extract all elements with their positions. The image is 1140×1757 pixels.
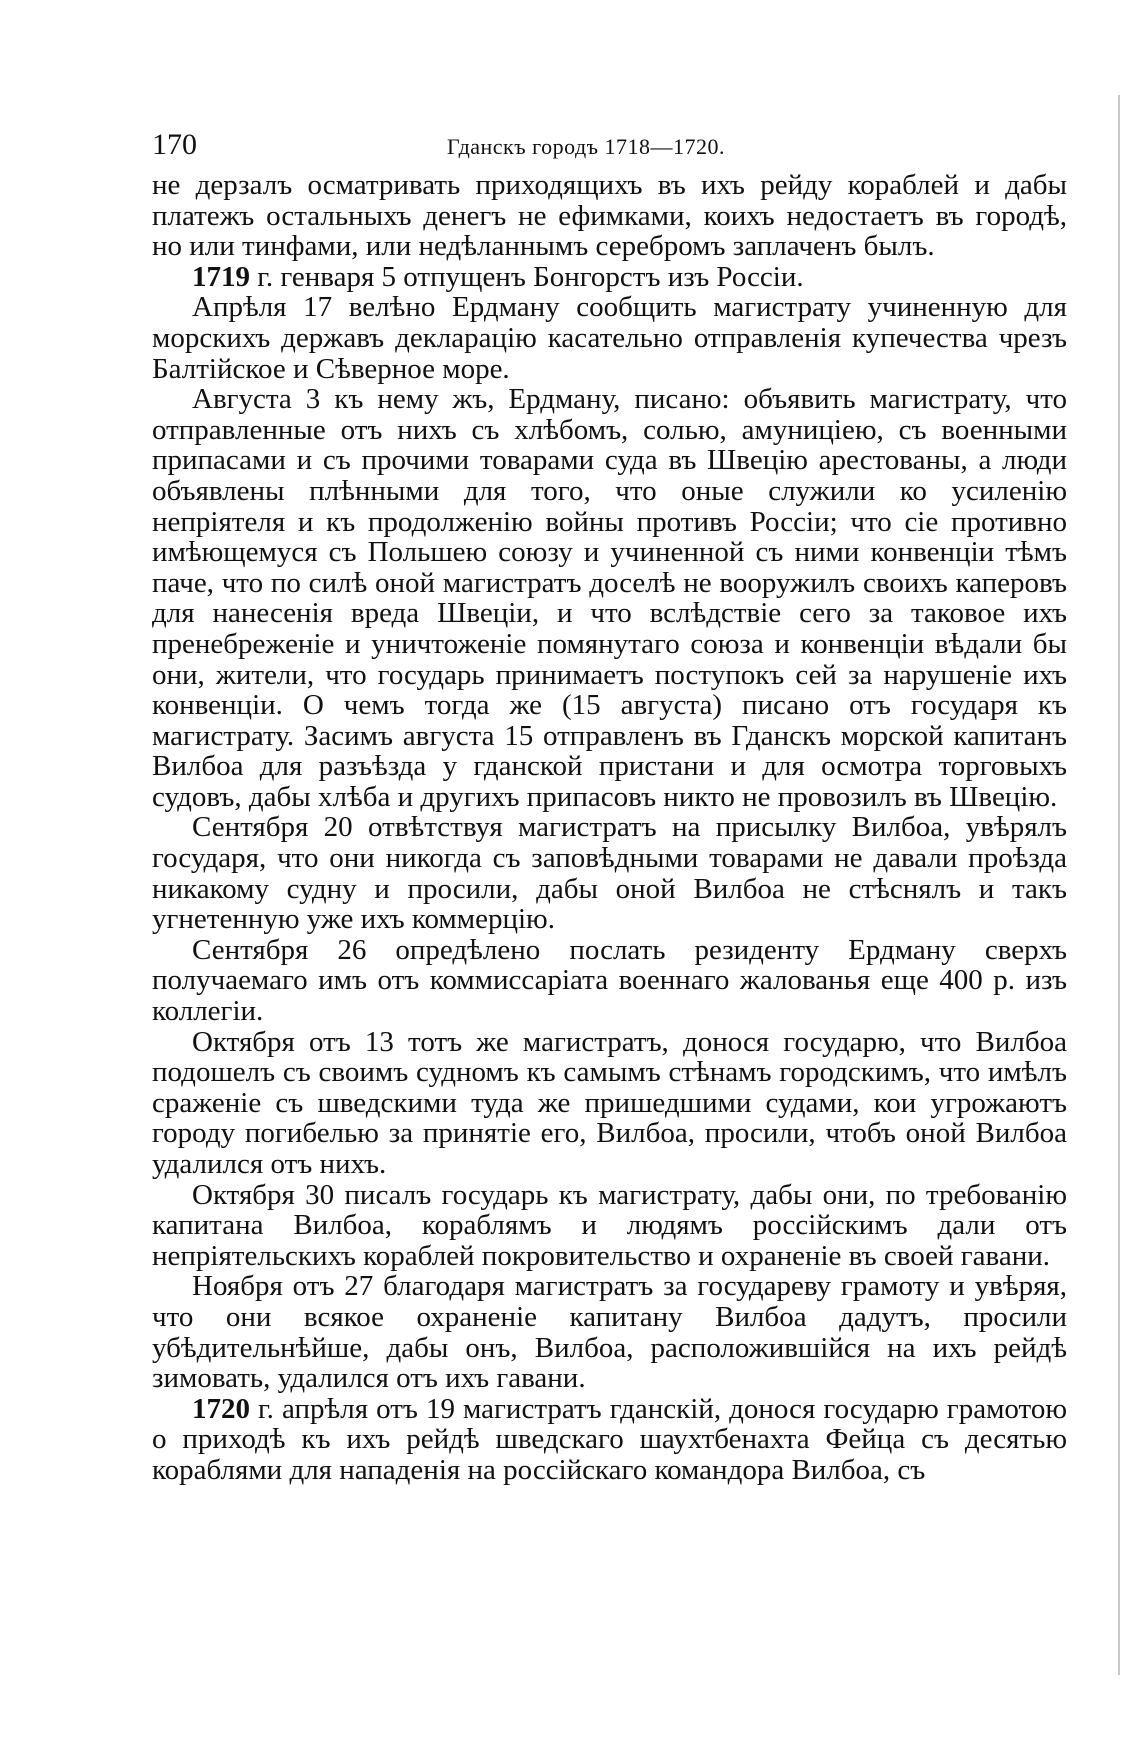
paragraph-text: г. апрѣля отъ 19 магистратъ гданскій, донося государю грамотою о приходѣ къ ихъ рейдѣ шведскаго шаухтбенахта Фейца съ десятью кораблями для нападенія на россійскаго командора Вилбоа, съ (152, 1392, 1067, 1486)
paragraph-10 (152, 1394, 1067, 1486)
paragraph-text: Сентября 26 опредѣлено послать резиденту Ердману сверхъ получаемаго имъ отъ коммиссаріата военнаго жалованья еще 400 р. изъ коллегіи. (152, 933, 1067, 1028)
year-lead: 1720 (192, 1392, 250, 1425)
paragraph-text: Октября 30 писалъ государь къ магистрату, дабы они, по требованію капитана Вилбоа, кораблямъ и людямъ россійскимъ дали отъ непріятельскихъ кораблей покровительство и охраненіе въ своей гавани. (152, 1178, 1067, 1272)
paragraph-9 (152, 1271, 1067, 1393)
paragraph-1 (152, 170, 1067, 262)
paragraph-6 (152, 935, 1067, 1027)
paragraph-text: Августа 3 къ нему жъ, Ердману, писано: объявить магистрату, что отправленные отъ нихъ съ хлѣбомъ, солью, амуниціею, съ военными припасами и съ прочими товарами суда въ Швецію арестованы, а люди объявлены плѣнными для того, что оные служили ко усиленію непріятеля и къ продолженію войны противъ Россіи; что сіе противно имѣющемуся съ Польшею союзу и учиненной съ ними конвенціи тѣмъ паче, что по силѣ оной магистратъ доселѣ не вооружилъ своихъ каперовъ для нанесенія вреда Швеціи, и что вслѣдствіе сего за таковое ихъ пренебреженіе и уничтоженіе помянутаго союза и конвенціи вѣдали бы они, жители, что государь принимаетъ поступокъ сей за нарушеніе ихъ конвенціи. О чемъ тогда же (15 августа) писано отъ государя къ магистрату. Засимъ августа 15 отправленъ въ Гданскъ морской капитанъ Вилбоа для разъѣзда у гданской пристани и для осмотра торговыхъ судовъ, дабы хлѣба и другихъ припасовъ никто не провозилъ въ Швецію. (152, 383, 1067, 813)
paragraph-5 (152, 812, 1067, 934)
paragraph-text: Сентября 20 отвѣтствуя магистратъ на присылку Вилбоа, увѣрялъ государя, что они никогда съ заповѣдными товарами не давали проѣзда никакому судну и просили, дабы оной Вилбоа не стѣснялъ и такъ угнетенную уже ихъ коммерцію. (152, 811, 1067, 936)
paragraph-text: не дерзалъ осматривать приходящихъ въ ихъ рейду кораблей и дабы платежъ остальныхъ денегъ не ефимками, коихъ недостаетъ въ городѣ, но или тинфами, или недѣланнымъ серебромъ заплаченъ былъ. (152, 169, 1067, 263)
paragraph-text: Апрѣля 17 велѣно Ердману сообщить магистрату учиненную для морскихъ державъ декларацію касательно отправленія купечества чрезъ Балтійское и Сѣверное море. (152, 291, 1067, 385)
page-edge-line (1118, 95, 1120, 1675)
paragraph-8 (152, 1180, 1067, 1272)
paragraph-text: г. генваря 5 отпущенъ Бонгорстъ изъ Россіи. (250, 260, 804, 293)
paragraph-text: Октября отъ 13 тотъ же магистратъ, донося государю, что Вилбоа подошелъ съ своимъ судномъ къ самымъ стѣнамъ городскимъ, что имѣлъ сраженіе съ шведскими туда же пришедшими судами, кои угрожаютъ городу погибелью за принятіе его, Вилбоа, просили, чтобъ оной Вилбоа удалился отъ нихъ. (152, 1025, 1067, 1180)
body-text (152, 170, 1067, 1486)
paragraph-7 (152, 1027, 1067, 1180)
paragraph-text: Ноября отъ 27 благодаря магистратъ за государеву грамоту и увѣряя, что они всякое охраненіе капитану Вилбоа дадутъ, просили убѣдительнѣйше, дабы онъ, Вилбоа, расположившійся на ихъ рейдѣ зимовать, удалился отъ ихъ гавани. (152, 1270, 1067, 1395)
paragraph-2 (152, 262, 1067, 293)
page-number: 170 (152, 128, 197, 161)
paragraph-4 (152, 384, 1067, 812)
document-page (152, 128, 1067, 1486)
running-title: Гданскъ городъ 1718—1720. (447, 134, 726, 159)
running-head (152, 128, 1067, 170)
paragraph-3 (152, 292, 1067, 384)
year-lead: 1719 (192, 260, 250, 293)
